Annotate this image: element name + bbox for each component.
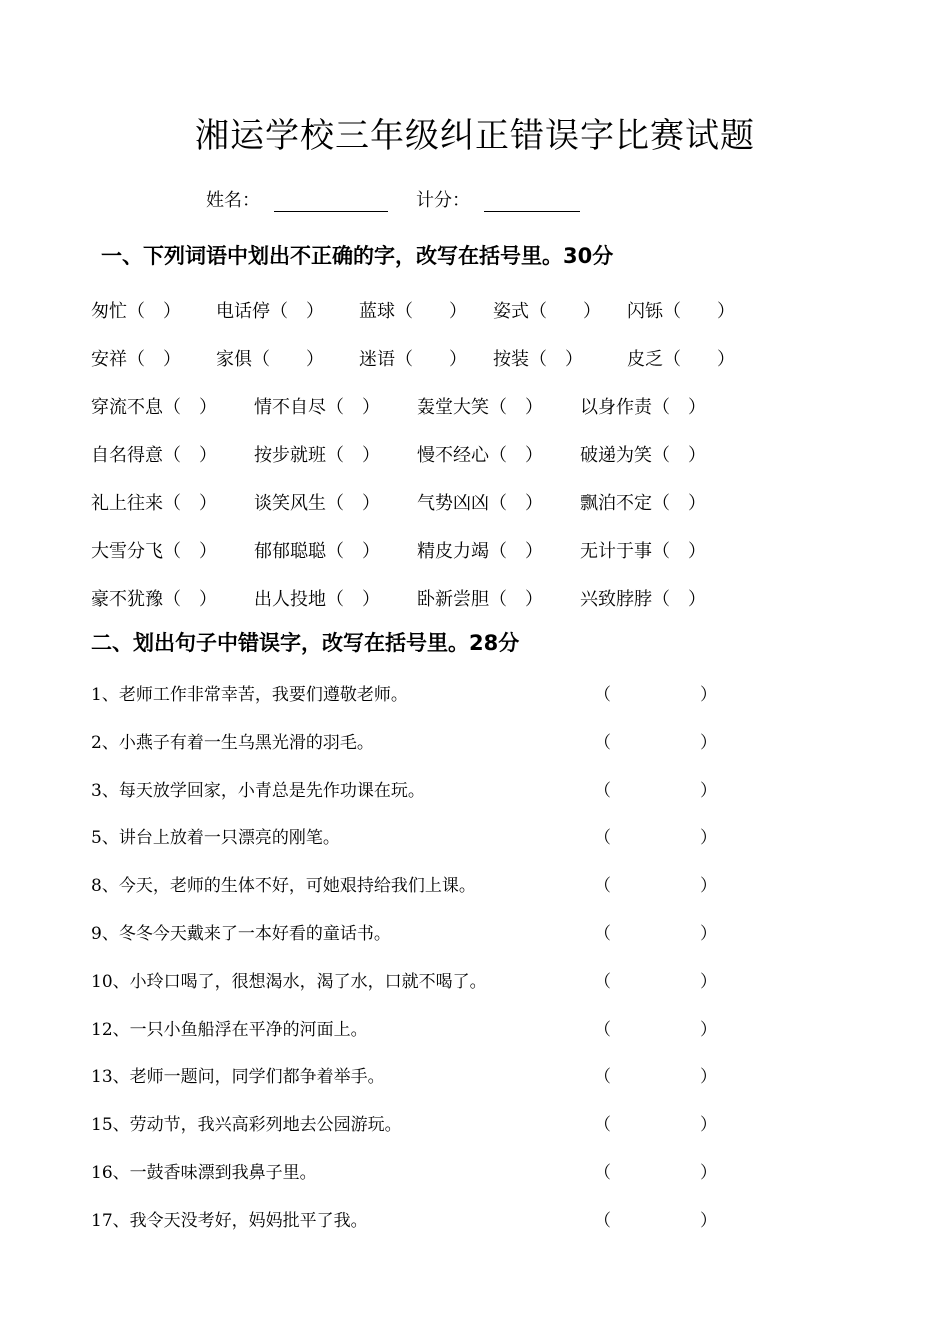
score-blank[interactable] [484,189,580,212]
word-item: 迷语（ ） [359,349,467,370]
idiom-item: 气势凶凶（ ） [417,493,543,514]
sentence-item: 15、劳动节，我兴高彩列地去公园游玩。 [91,1115,402,1136]
word-item: 电话停（ ） [216,301,324,322]
name-label: 姓名： [206,190,260,211]
answer-paren-open: （ [594,1067,611,1088]
answer-paren-close: ） [700,971,717,992]
sentence-item: 1、老师工作非常幸苦，我要们遵敬老师。 [91,685,408,705]
idiom-item: 飘泊不定（ ） [580,493,706,514]
page-title: 湘运学校三年级纠正错误字比赛试题 [195,116,755,156]
score-field [416,186,580,212]
idiom-item: 破递为笑（ ） [580,445,706,466]
idiom-item: 轰堂大笑（ ） [417,397,543,418]
idiom-item: 无计于事（ ） [580,541,706,562]
sentence-item: 3、每天放学回家，小青总是先作功课在玩。 [91,780,425,801]
word-item: 皮乏（ ） [627,349,735,370]
word-item: 家俱（ ） [216,349,324,370]
word-item: 按装（ ） [493,349,583,370]
idiom-item: 慢不经心（ ） [417,445,543,466]
sentence-item: 13、老师一题问，同学们都争着举手。 [91,1067,385,1088]
answer-paren-close: ） [700,685,717,705]
answer-paren-open: （ [594,732,611,753]
answer-paren-open: （ [594,685,611,705]
name-blank[interactable] [274,189,388,212]
answer-paren-open: （ [594,1115,611,1136]
answer-paren-open: （ [594,1163,611,1183]
idiom-item: 郁郁聪聪（ ） [254,541,380,562]
answer-paren-open: （ [594,924,611,944]
idiom-item: 大雪分飞（ ） [91,541,217,562]
score-label: 计分： [416,190,470,211]
answer-paren-close: ） [700,1210,717,1231]
answer-paren-close: ） [700,732,717,753]
answer-paren-open: （ [594,1210,611,1231]
idiom-item: 谈笑风生（ ） [254,493,380,514]
idiom-item: 按步就班（ ） [254,445,380,466]
sentence-item: 8、今天，老师的生体不好，可她艰持给我们上课。 [91,876,476,897]
answer-paren-close: ） [700,876,717,897]
answer-paren-close: ） [700,780,717,801]
sentence-item: 12、一只小鱼船浮在平净的河面上。 [91,1019,368,1040]
word-item: 姿式（ ） [493,301,601,322]
section2-heading: 二、划出句子中错误字，改写在括号里。28分 [91,631,520,655]
sentence-item: 17、我令天没考好，妈妈批平了我。 [91,1210,368,1231]
sentence-item: 9、冬冬今天戴来了一本好看的童话书。 [91,924,391,944]
answer-paren-close: ） [700,1115,717,1136]
answer-paren-close: ） [700,1019,717,1040]
idiom-item: 精皮力竭（ ） [417,541,543,562]
sentence-item: 5、讲台上放着一只漂亮的刚笔。 [91,828,340,849]
answer-paren-open: （ [594,1019,611,1040]
sentence-item: 16、一鼓香味漂到我鼻子里。 [91,1163,317,1183]
name-field [206,186,388,212]
answer-paren-close: ） [700,1067,717,1088]
sentence-item: 10、小玲口喝了，很想渴水，渴了水，口就不喝了。 [91,971,487,992]
word-item: 安祥（ ） [91,349,181,370]
idiom-item: 兴致脖脖（ ） [580,589,706,610]
section1-heading: 一、下列词语中划出不正确的字，改写在括号里。30分 [101,244,614,268]
answer-paren-open: （ [594,780,611,801]
idiom-item: 自名得意（ ） [91,445,217,466]
word-item: 匆忙（ ） [91,301,181,322]
idiom-item: 以身作责（ ） [580,397,706,418]
idiom-item: 穿流不息（ ） [91,397,217,418]
sentence-item: 2、小燕子有着一生乌黑光滑的羽毛。 [91,732,374,753]
idiom-item: 豪不犹豫（ ） [91,589,217,610]
idiom-item: 出人投地（ ） [254,589,380,610]
idiom-item: 礼上往来（ ） [91,493,217,514]
answer-paren-close: ） [700,828,717,849]
word-item: 蓝球（ ） [359,301,467,322]
word-item: 闪铄（ ） [627,301,735,322]
answer-paren-open: （ [594,971,611,992]
answer-paren-close: ） [700,924,717,944]
answer-paren-close: ） [700,1163,717,1183]
answer-paren-open: （ [594,876,611,897]
answer-paren-open: （ [594,828,611,849]
idiom-item: 卧新尝胆（ ） [417,589,543,610]
idiom-item: 情不自尽（ ） [254,397,380,418]
